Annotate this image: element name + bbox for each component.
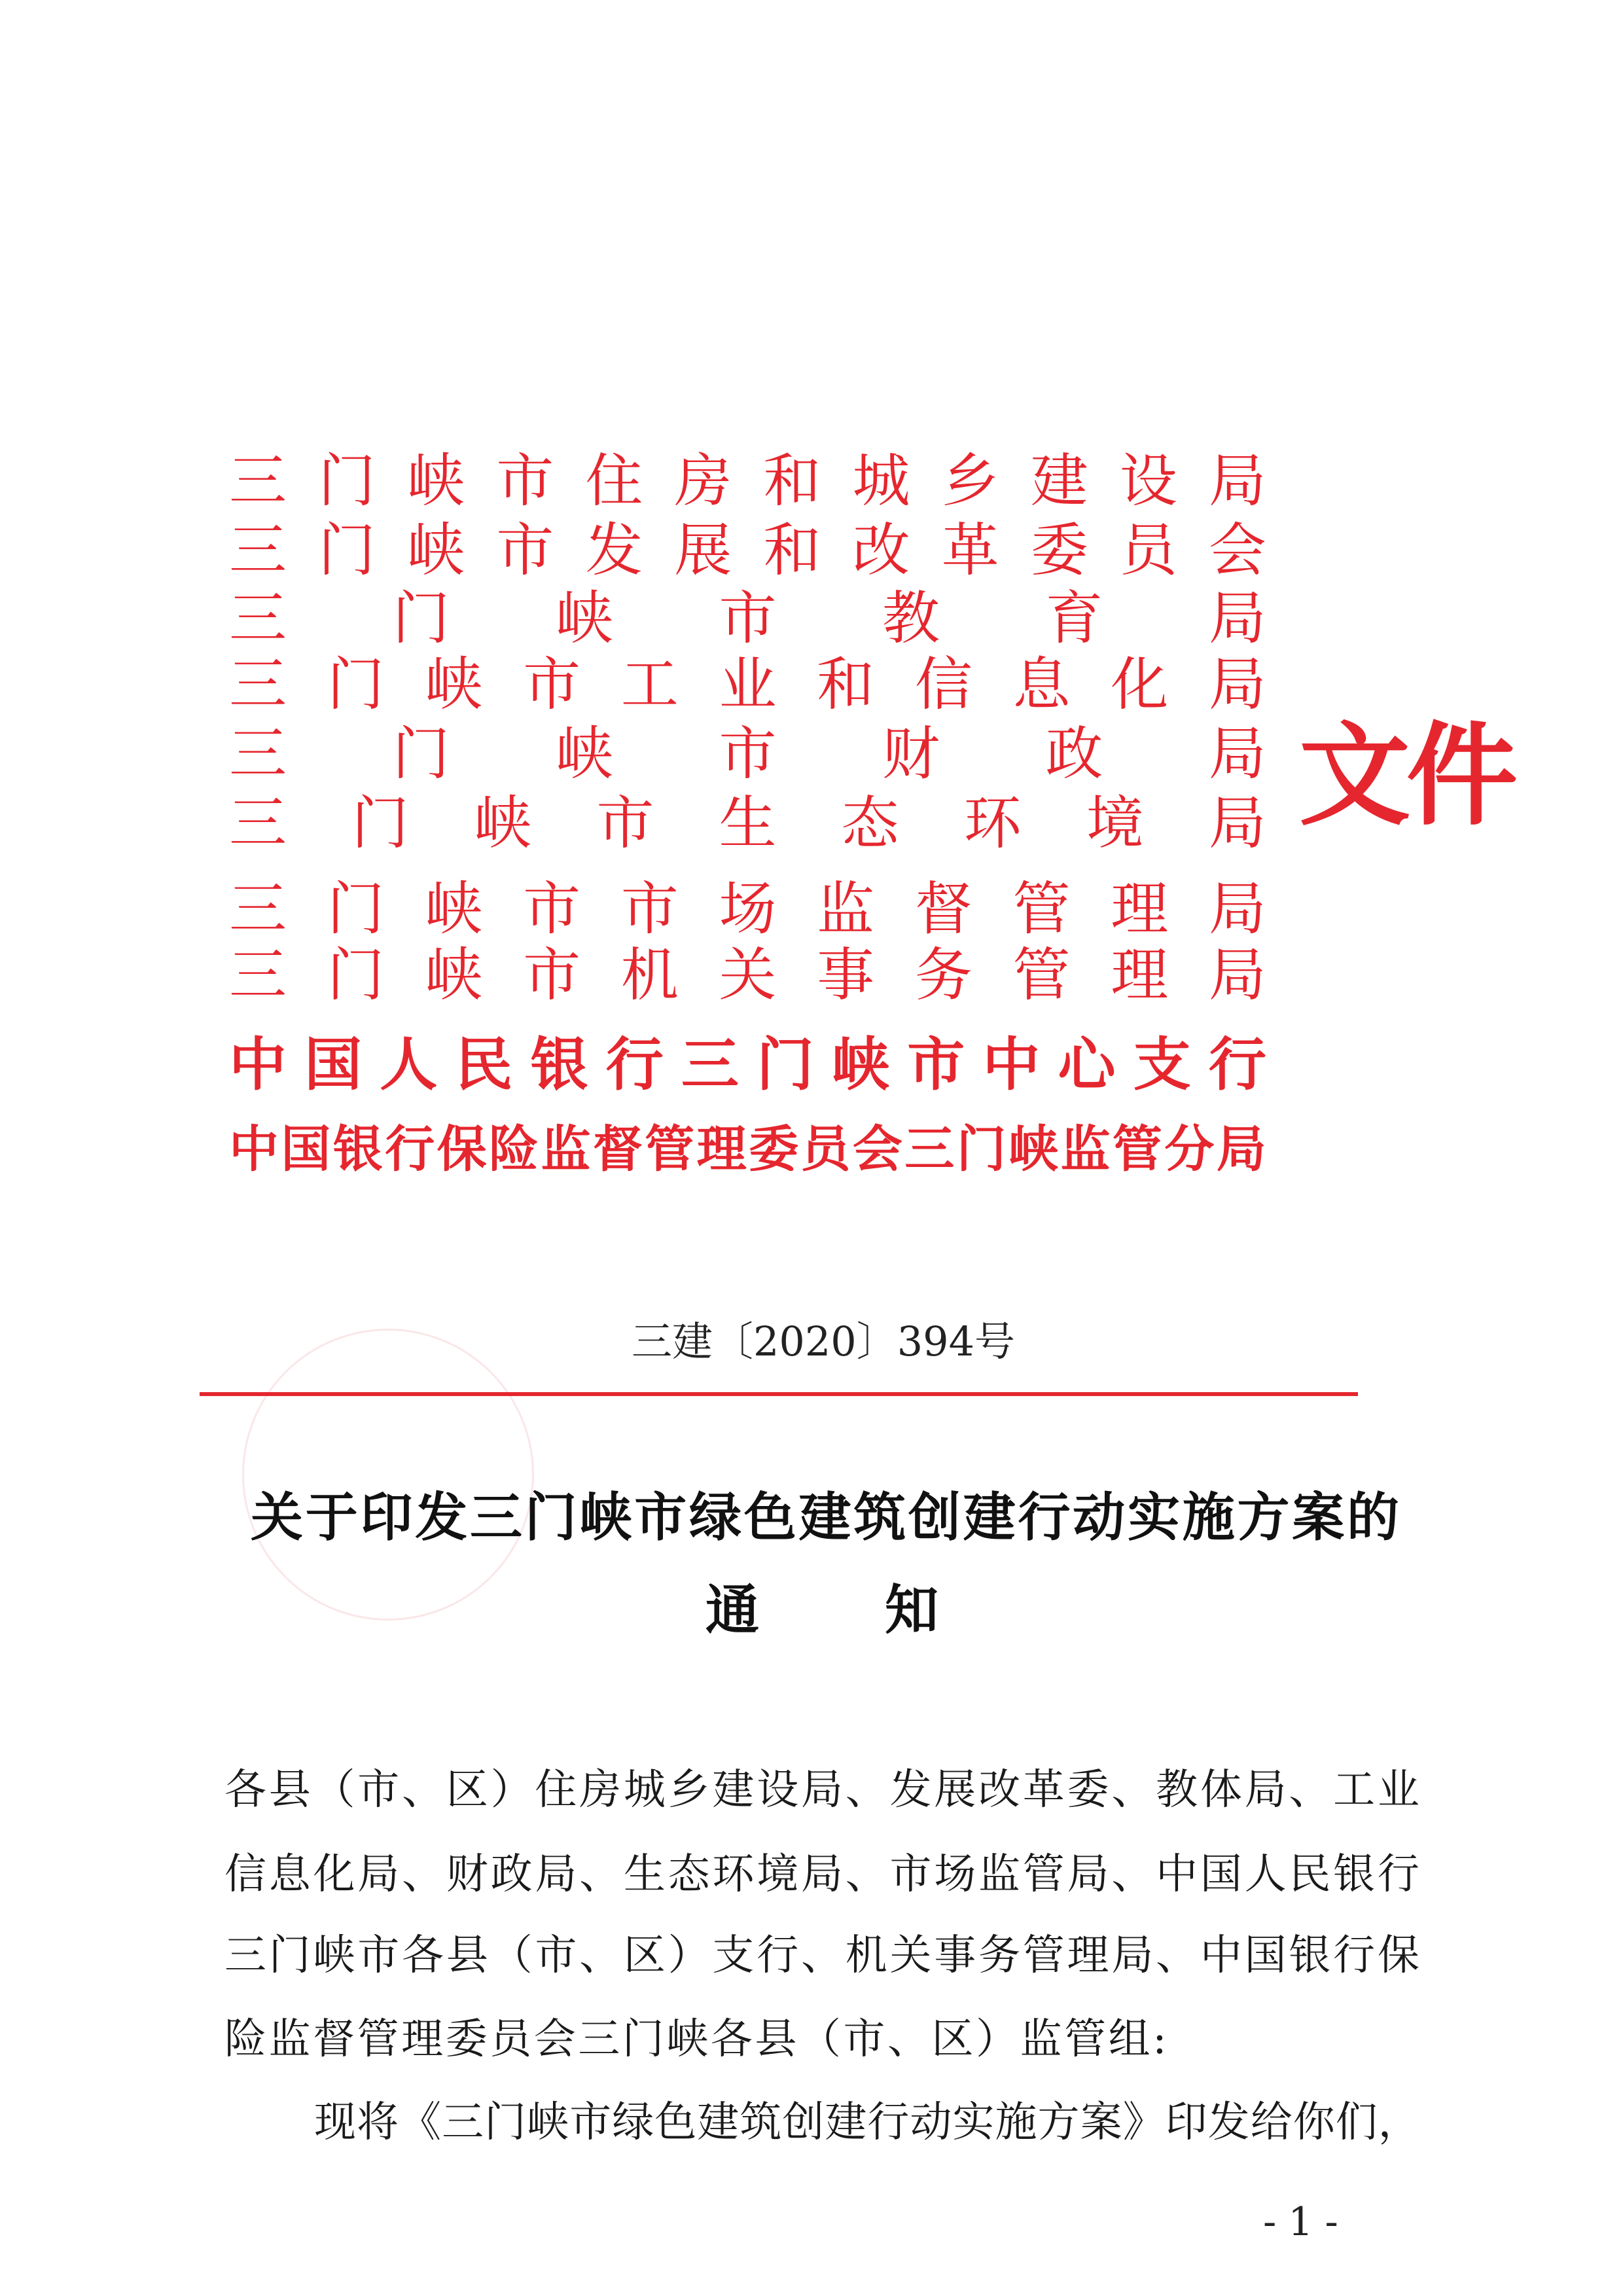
issuer-line: 三 门 峡 市 机 关 事 务 管 理 局 <box>229 941 1266 1009</box>
document-title-line2-part1: 通 <box>705 1579 760 1641</box>
faint-seal-stamp <box>242 1329 534 1621</box>
issuer-line: 三 门 峡 市 发 展 和 改 革 委 员 会 <box>229 516 1266 584</box>
document-number: 三建〔2020〕394号 <box>631 1318 1016 1365</box>
issuer-line: 中 国 银 行 保 险 监 督 管 理 委 员 会 三 门 峡 监 管 分 局 <box>229 1120 1266 1178</box>
issuer-line: 三 门 峡 市 住 房 和 城 乡 建 设 局 <box>229 447 1266 514</box>
body-line: 险 监 督 管 理 委 员 会 三 门 峡 各 县 （ 市 、 区 ） 监 管 组 : <box>224 2015 1167 2064</box>
issuer-line: 中 国 人 民 银 行 三 门 峡 市 中 心 支 行 <box>229 1030 1266 1098</box>
document-label: 文件 <box>1299 710 1514 841</box>
body-line: 信 息 化 局 、 财 政 局 、 生 态 环 境 局 、 市 场 监 管 局 、 中 国 人 民 银 行 <box>224 1850 1419 1899</box>
body-line: 现 将 《 三 门 峡 市 绿 色 建 筑 创 建 行 动 实 施 方 案 》 印 发 给 你 们 ， <box>314 2098 1420 2147</box>
issuer-line: 三 门 峡 市 生 态 环 境 局 <box>229 789 1266 857</box>
document-title-line2-part2: 知 <box>885 1579 939 1641</box>
body-line: 各 县 （ 市 、 区 ） 住 房 城 乡 建 设 局 、 发 展 改 革 委 、 教 体 局 、 工 业 <box>224 1766 1419 1814</box>
body-line: 三 门 峡 市 各 县 （ 市 、 区 ） 支 行 、 机 关 事 务 管 理 局 、 中 国 银 行 保 <box>224 1931 1419 1980</box>
red-divider <box>200 1392 1358 1396</box>
page-number: -1- <box>1263 2199 1350 2245</box>
issuer-line: 三 门 峡 市 财 政 局 <box>229 720 1266 787</box>
issuer-line: 三 门 峡 市 市 场 监 督 管 理 局 <box>229 875 1266 942</box>
document-title: 关 于 印 发 三 门 峡 市 绿 色 建 筑 创 建 行 动 实 施 方 案 的 <box>251 1486 1399 1548</box>
issuer-line: 三 门 峡 市 教 育 局 <box>229 584 1266 652</box>
issuer-line: 三 门 峡 市 工 业 和 信 息 化 局 <box>229 651 1266 718</box>
